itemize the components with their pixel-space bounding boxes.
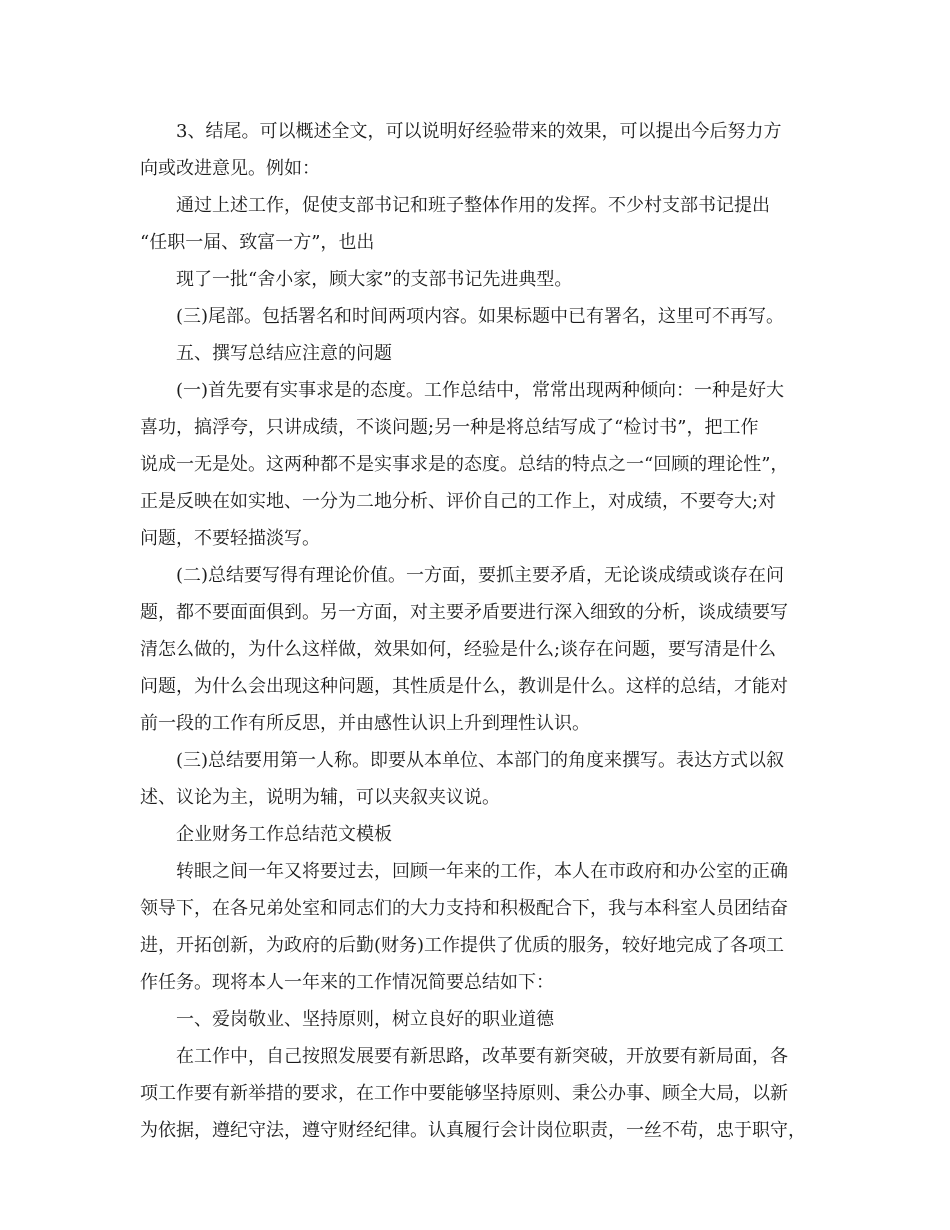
text-line: 说成一无是处。这两种都不是实事求是的态度。总结的特点之一“回顾的理论性”， — [140, 454, 789, 475]
text-line: 喜功，搞浮夸，只讲成绩，不谈问题;另一种是将总结写成了“检讨书”，把工作 — [140, 417, 759, 438]
text-line: (三)尾部。包括署名和时间两项内容。如果标题中已有署名，这里可不再写。 — [176, 306, 785, 327]
text-line: 现了一批“舍小家，顾大家”的支部书记先进典型。 — [176, 269, 573, 290]
text-line: 领导下，在各兄弟处室和同志们的大力支持和积极配合下，我与本科室人员团结奋 — [140, 898, 788, 919]
text-line: 向或改进意见。例如： — [140, 158, 320, 179]
text-line: 问题，为什么会出现这种问题，其性质是什么，教训是什么。这样的总结，才能对 — [140, 676, 788, 697]
text-line: 项工作要有新举措的要求，在工作中要能够坚持原则、秉公办事、顾全大局，以新 — [140, 1083, 788, 1104]
text-line: 前一段的工作有所反思，并由感性认识上升到理性认识。 — [140, 713, 590, 734]
text-line: 转眼之间一年又将要过去，回顾一年来的工作，本人在市政府和办公室的正确 — [176, 861, 788, 882]
section-heading: 一、爱岗敬业、坚持原则，树立良好的职业道德 — [176, 1009, 554, 1030]
text-line: 正是反映在如实地、一分为二地分析、评价自己的工作上，对成绩，不要夸大;对 — [140, 491, 777, 512]
text-line: 清怎么做的，为什么这样做，效果如何，经验是什么;谈存在问题，要写清是什么 — [140, 639, 777, 660]
text-line: (三)总结要用第一人称。即要从本单位、本部门的角度来撰写。表达方式以叙 — [176, 750, 785, 771]
text-line: 3、结尾。可以概述全文，可以说明好经验带来的效果，可以提出今后努力方 — [176, 121, 782, 142]
text-line: 进，开拓创新，为政府的后勤(财务)工作提供了优质的服务，较好地完成了各项工 — [140, 935, 785, 956]
text-line: 为依据，遵纪守法，遵守财经纪律。认真履行会计岗位职责，一丝不苟，忠于职守， — [140, 1120, 806, 1141]
section-heading: 五、撰写总结应注意的问题 — [176, 343, 392, 364]
text-line: 题，都不要面面俱到。另一方面，对主要矛盾要进行深入细致的分析，谈成绩要写 — [140, 602, 788, 623]
text-line: 作任务。现将本人一年来的工作情况简要总结如下： — [140, 972, 554, 993]
text-line: “任职一届、致富一方”，也出 — [140, 232, 375, 253]
text-line: 述、议论为主，说明为辅，可以夹叙夹议说。 — [140, 787, 500, 808]
section-heading: 企业财务工作总结范文模板 — [176, 824, 392, 845]
text-line: 在工作中，自己按照发展要有新思路，改革要有新突破，开放要有新局面，各 — [176, 1046, 788, 1067]
text-line: (二)总结要写得有理论价值。一方面，要抓主要矛盾，无论谈成绩或谈存在问 — [176, 565, 785, 586]
text-line: 通过上述工作，促使支部书记和班子整体作用的发挥。不少村支部书记提出 — [176, 195, 770, 216]
text-line: (一)首先要有实事求是的态度。工作总结中，常常出现两种倾向：一种是好大 — [176, 380, 785, 401]
text-line: 问题，不要轻描淡写。 — [140, 528, 320, 549]
